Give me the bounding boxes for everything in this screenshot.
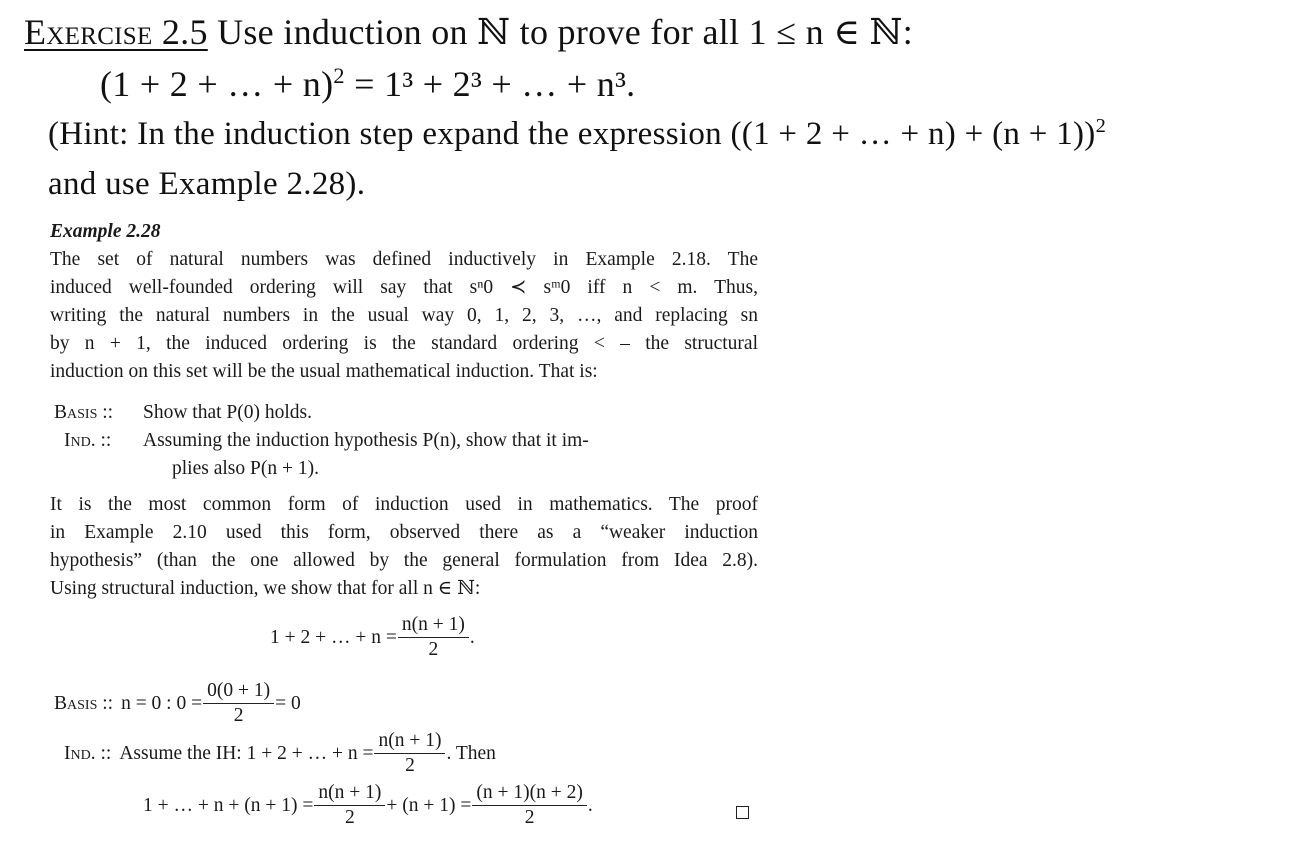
paragraph-line: writing the natural numbers in the usual way 0, 1, 2, 3, …, and replacing sn xyxy=(50,305,758,326)
exercise-label: Exercise 2.5 xyxy=(24,12,208,52)
step-mid: + (n + 1) = xyxy=(386,794,472,816)
proof-basis-rhs: = 0 xyxy=(275,692,301,714)
schema-ind-text-2: plies also P(n + 1). xyxy=(172,458,319,479)
example-paragraph-1 xyxy=(50,246,758,386)
paragraph-line: induced well-founded ordering will say that sⁿ0 ≺ sᵐ0 iff n < m. Thus, xyxy=(50,277,758,298)
proof-ind xyxy=(64,730,496,777)
display-equation xyxy=(270,614,475,661)
fraction-numerator: (n + 1)(n + 2) xyxy=(476,782,583,803)
paragraph-line: by n + 1, the induced ordering is the standard ordering < – the structural xyxy=(50,333,758,354)
paragraph-line: in Example 2.10 used this form, observed there as a “weaker induction xyxy=(50,522,758,543)
proof-ind-fraction xyxy=(376,730,443,777)
fraction-denominator: 2 xyxy=(472,805,586,829)
schema-basis-tag: Basis :: xyxy=(54,402,114,423)
proof-basis-lhs: n = 0 : 0 = xyxy=(121,692,203,714)
fraction-numerator: 0(0 + 1) xyxy=(207,680,271,701)
example-title: Example 2.28 xyxy=(50,221,161,242)
exercise-formula xyxy=(100,64,635,104)
step-fraction-2 xyxy=(474,782,584,829)
schema-basis-text: Show that P(0) holds. xyxy=(143,402,313,423)
fraction-numerator: n(n + 1) xyxy=(378,730,442,751)
display-fraction xyxy=(400,614,467,661)
schema-ind-text-1: Assuming the induction hypothesis P(n), show that it im- xyxy=(143,430,589,451)
proof-basis xyxy=(54,680,301,727)
proof-ind-lhs: Assume the IH: 1 + 2 + … + n = xyxy=(119,742,374,764)
display-lhs: 1 + 2 + … + n = xyxy=(270,626,397,648)
display-tail: . xyxy=(469,626,475,648)
example-paragraph-2 xyxy=(50,491,758,603)
exercise-hint-line1 xyxy=(48,114,1106,154)
proof-basis-fraction xyxy=(205,680,272,727)
fraction-denominator: 2 xyxy=(374,753,445,777)
hint-text: (Hint: In the induction step expand the expression ((1 + 2 + … + n) + (n + 1)) xyxy=(48,116,1096,152)
fraction-numerator: n(n + 1) xyxy=(318,782,382,803)
proof-ind-tag: Ind. :: xyxy=(64,742,112,764)
qed-box-icon xyxy=(736,806,749,819)
step-tail: . xyxy=(587,794,593,816)
step-lhs: 1 + … + n + (n + 1) = xyxy=(143,794,314,816)
step-fraction-1 xyxy=(316,782,383,829)
fraction-denominator: 2 xyxy=(203,703,274,727)
paragraph-line: induction on this set will be the usual mathematical induction. That is: xyxy=(50,361,598,382)
proof-basis-tag: Basis :: xyxy=(54,692,114,714)
fraction-numerator: n(n + 1) xyxy=(401,614,465,635)
fraction-denominator: 2 xyxy=(314,805,385,829)
paragraph-line: The set of natural numbers was defined inductively in Example 2.18. The xyxy=(50,249,758,270)
paragraph-line: Using structural induction, we show that for all n ∈ ℕ: xyxy=(50,578,481,599)
schema-ind-tag: Ind. :: xyxy=(64,430,112,451)
formula-exponent: 2 xyxy=(333,63,345,88)
hint-exponent: 2 xyxy=(1095,115,1107,137)
exercise-heading xyxy=(24,12,913,52)
formula-lhs: (1 + 2 + … + n) xyxy=(100,64,334,104)
paragraph-line: hypothesis” (than the one allowed by the general formulation from Idea 2.8). xyxy=(50,550,758,571)
fraction-denominator: 2 xyxy=(398,637,469,661)
formula-rhs: = 1³ + 2³ + … + n³. xyxy=(354,64,636,104)
exercise-hint-line2: and use Example 2.28). xyxy=(48,166,366,202)
paragraph-line: It is the most common form of induction used in mathematics. The proof xyxy=(50,494,758,515)
exercise-statement: Use induction on ℕ to prove for all 1 ≤ n ∈ ℕ: xyxy=(217,12,913,52)
proof-ind-rhs: . Then xyxy=(446,742,496,764)
proof-step xyxy=(143,782,593,829)
